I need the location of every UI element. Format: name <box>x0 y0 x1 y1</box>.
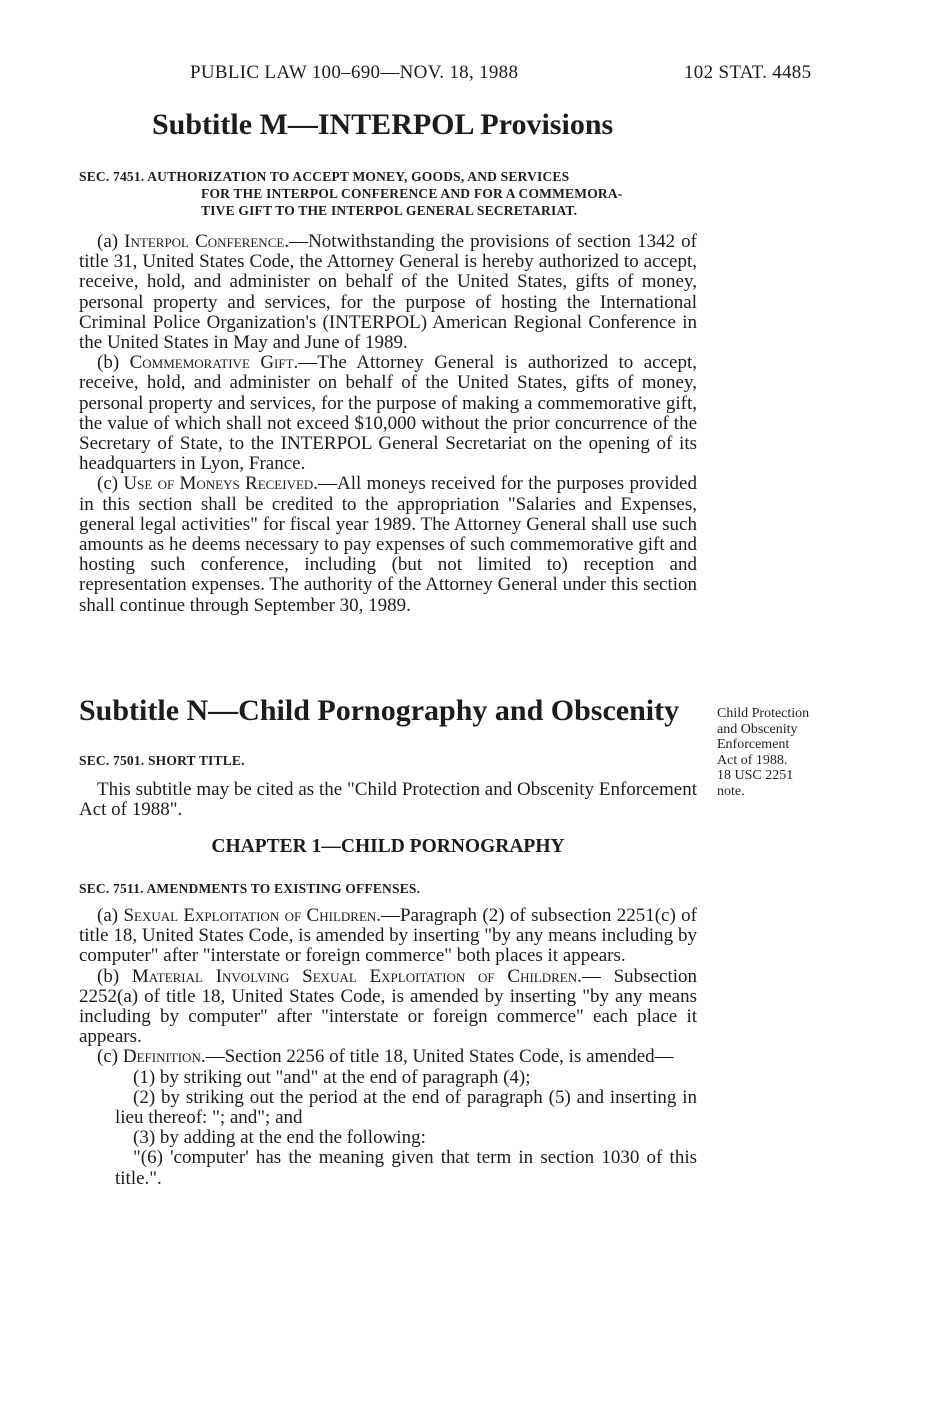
margin-note-line: Enforcement <box>717 737 790 752</box>
section-7451-subsection-b <box>79 353 697 474</box>
section-7451-heading-line3: TIVE GIFT TO THE INTERPOL GENERAL SECRETARIAT. <box>201 203 578 218</box>
section-7511-subsection-c <box>79 1047 697 1067</box>
subsection-caption: Definition <box>122 1046 201 1068</box>
subsection-label: (c) <box>97 1046 123 1068</box>
section-7511 <box>79 880 697 1189</box>
subsection-label: (a) <box>97 905 124 926</box>
running-header-left: PUBLIC LAW 100–690—NOV. 18, 1988 <box>190 62 519 83</box>
section-7451-heading <box>79 168 697 219</box>
subsection-text: .— Subsection 2252(a) of title 18, United States Code, is amended by inserting "by any means including by computer" after "interstate or foreign commerce" each place it appears. <box>79 965 698 1048</box>
subsection-caption: Material Involving Sexual Exploitation of Children <box>131 965 578 987</box>
amendment-item-4: "(6) 'computer' has the meaning given that term in section 1030 of this title.". <box>115 1147 697 1189</box>
subtitle-m-heading: Subtitle M—INTERPOL Provisions <box>152 108 614 141</box>
subsection-text: .—The Attorney General is authorized to accept, receive, hold, and administer on behalf of the United States, gifts of money, personal property and services, for the purpose of making a commemorative gift, the value of which shall not exceed $10,000 without the prior concurrence of the Secretary of State, to the INTERPOL General Secretariat on the opening of its headquarters in Lyon, France. <box>79 352 697 475</box>
subtitle-n-heading: Subtitle N—Child Pornography and Obscenity <box>79 694 680 727</box>
subsection-label: (c) <box>97 473 124 495</box>
section-7451-subsection-c <box>79 474 697 615</box>
section-7511-heading: SEC. 7511. AMENDMENTS TO EXISTING OFFENSES. <box>79 881 421 896</box>
margin-note-line: and Obscenity <box>717 721 798 737</box>
subsection-text: .—Notwithstanding the provisions of section 1342 of title 31, United States Code, the Attorney General is hereby authorized to accept, receive, hold, and administer on behalf of the United States, gifts of money, personal property and services, for the purpose of hosting the International Criminal Police Organization's (INTERPOL) American Regional Conference in the United States in May and June of 1989. <box>79 231 698 354</box>
section-7451-subsection-a <box>79 232 697 353</box>
section-7451-heading-line1: SEC. 7451. AUTHORIZATION TO ACCEPT MONEY, GOODS, AND SERVICES <box>79 169 570 184</box>
margin-note-line: Act of 1988. <box>717 752 788 768</box>
subsection-caption: Use of Moneys Received <box>123 473 314 495</box>
subsection-text: .—Section 2256 of title 18, United States Code, is amended— <box>200 1046 674 1068</box>
margin-note-line: note. <box>717 783 745 799</box>
section-7451-heading-line2: FOR THE INTERPOL CONFERENCE AND FOR A COMMEMORA- <box>201 186 623 201</box>
margin-note-line: Child Protection <box>717 706 810 721</box>
section-7511-subsection-b <box>79 967 697 1048</box>
section-7511-subsection-a <box>79 906 697 967</box>
subsection-label: (b) <box>97 965 132 987</box>
page-stat-number: 102 STAT. 4485 <box>684 62 812 83</box>
subsection-text: .—All moneys received for the purposes provided in this section shall be credited to the appropriation "Salaries and Expenses, general legal activities" for fiscal year 1989. The Attorney General shall use such amounts as he deems necessary to pay expenses of such commemorative gift and hosting such conference, including (but not limited to) reception and representation expenses. The authority of the Attorney General under this section shall continue through September 30, 1989. <box>79 473 697 616</box>
subsection-caption: Interpol Conference <box>124 231 285 252</box>
chapter-1-heading: CHAPTER 1—CHILD PORNOGRAPHY <box>211 836 565 857</box>
section-7451 <box>79 168 697 616</box>
subsection-label: (a) <box>97 231 125 252</box>
margin-note-line: 18 USC 2251 <box>717 768 794 783</box>
section-7501 <box>79 752 697 820</box>
section-7501-heading: SEC. 7501. SHORT TITLE. <box>79 753 245 768</box>
subsection-text: .—Paragraph (2) of subsection 2251(c) of title 18, United States Code, is amended by inserting "by any means including by computer" after "interstate or foreign commerce" both places it appears. <box>79 905 697 967</box>
margin-note <box>717 706 847 799</box>
amendment-item-2: (2) by striking out the period at the end of paragraph (5) and inserting in lieu thereof: "; and"; and <box>115 1086 697 1129</box>
amendment-item-1: (1) by striking out "and" at the end of paragraph (4); <box>133 1066 531 1088</box>
subsection-caption: Sexual Exploitation of Children <box>123 905 377 926</box>
subsection-label: (b) <box>97 352 130 374</box>
amendment-item-3: (3) by adding at the end the following: <box>133 1127 426 1149</box>
subsection-caption: Commemorative Gift <box>129 352 294 374</box>
section-7501-text: This subtitle may be cited as the "Child Protection and Obscenity Enforcement Act of 1988". <box>79 779 697 821</box>
